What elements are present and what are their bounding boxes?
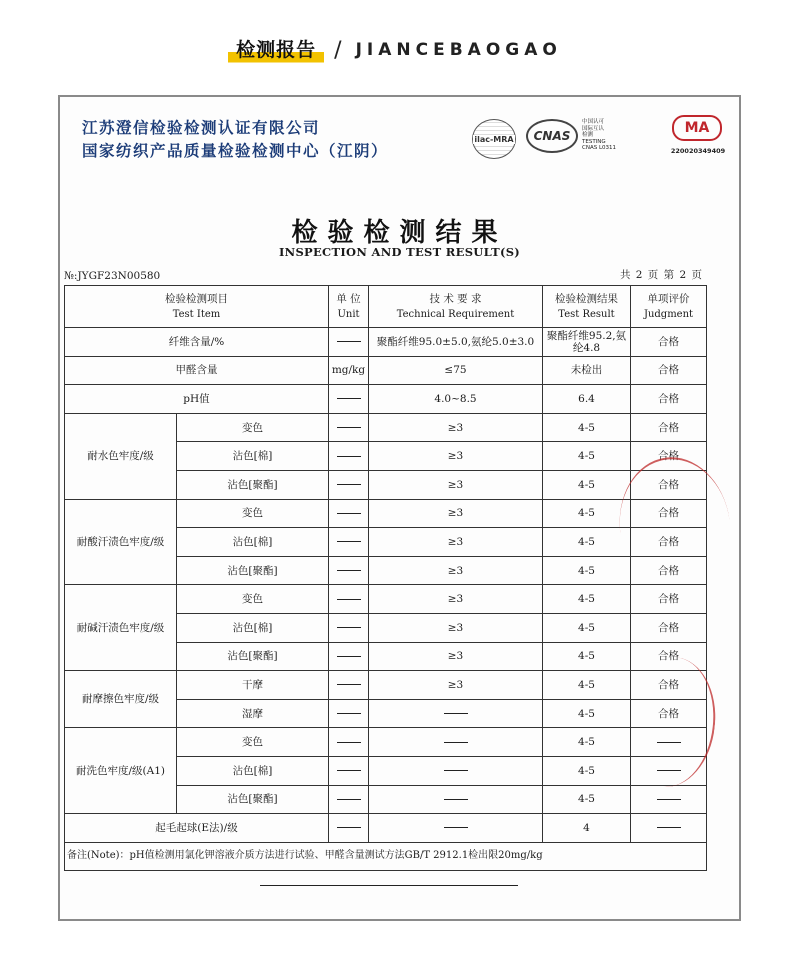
cnas-logo: CNAS: [526, 119, 578, 153]
header-title-cn: 检测报告: [228, 35, 324, 66]
header-test-item: 检验检测项目 Test Item: [65, 286, 329, 328]
page-indicator: 共 2 页 第 2 页: [619, 269, 703, 281]
table-row: 甲醛含量 mg/kg ≤75 未检出 合格: [65, 356, 707, 385]
table-row: 沾色[聚酯] 4-5: [65, 785, 707, 814]
cma-number: 220020349409: [670, 147, 726, 155]
report-title-en: INSPECTION AND TEST RESULT(S): [278, 245, 521, 259]
company-name: 江苏澄信检验检测认证有限公司: [82, 119, 321, 137]
table-row: 耐洗色牢度/级(A1) 变色 4-5: [65, 728, 707, 757]
note-text: 备注(Note)：pH值检测用氯化钾溶液介质方法进行试验、甲醛含量测试方法GB/T 2912.1检出限20mg/kg: [65, 842, 707, 871]
table-row: 沾色[聚酯] ≥3 4-5 合格: [65, 642, 707, 671]
table-row: 湿摩 4-5 合格: [65, 699, 707, 728]
report-document: [58, 95, 741, 921]
results-table: [64, 285, 707, 871]
table-row: 耐摩擦色牢度/级 干摩 ≥3 4-5 合格: [65, 671, 707, 700]
page-header: [0, 30, 790, 70]
footer-divider: [260, 885, 518, 886]
cma-logo: MA: [672, 115, 722, 141]
table-row: 耐水色牢度/级 变色 ≥3 4-5 合格: [65, 413, 707, 442]
cnas-accreditation-text: 中国认可 国际互认 检测 TESTING CNAS L0311: [582, 119, 617, 151]
table-row: pH值 4.0~8.5 6.4 合格: [65, 385, 707, 414]
company-block: [82, 117, 388, 163]
table-row: 耐碱汗渍色牢度/级 变色 ≥3 4-5 合格: [65, 585, 707, 614]
header-title-en: JIANCEBAOGAO: [355, 40, 562, 60]
table-row: 沾色[聚酯] ≥3 4-5 合格: [65, 556, 707, 585]
note-row: [65, 842, 707, 871]
table-row: 沾色[棉] 4-5: [65, 756, 707, 785]
header-judgment: 单项评价 Judgment: [631, 286, 707, 328]
table-row: 起毛起球(E法)/级 4: [65, 814, 707, 843]
header-requirement: 技 术 要 求 Technical Requirement: [369, 286, 543, 328]
table-row: 沾色[棉] ≥3 4-5 合格: [65, 613, 707, 642]
table-header-row: [65, 286, 707, 328]
table-row: 沾色[聚酯] ≥3 4-5 合格: [65, 470, 707, 499]
header-result: 检验检测结果 Test Result: [543, 286, 631, 328]
ilac-mra-logo: ilac-MRA: [472, 119, 516, 159]
center-name: 国家纺织产品质量检验检测中心（江阴）: [82, 142, 389, 160]
table-row: 沾色[棉] ≥3 4-5 合格: [65, 528, 707, 557]
report-title-cn: 检验检测结果: [291, 218, 508, 248]
report-number: №:JYGF23N00580: [64, 270, 161, 282]
table-row: 耐酸汗渍色牢度/级 变色 ≥3 4-5 合格: [65, 499, 707, 528]
header-separator: /: [334, 37, 342, 63]
table-row: 沾色[棉] ≥3 4-5 合格: [65, 442, 707, 471]
header-unit: 单 位 Unit: [329, 286, 369, 328]
table-row: 纤维含量/% 聚酯纤维95.0±5.0,氨纶5.0±3.0 聚酯纤维95.2,氨纶4.8 合格: [65, 328, 707, 357]
